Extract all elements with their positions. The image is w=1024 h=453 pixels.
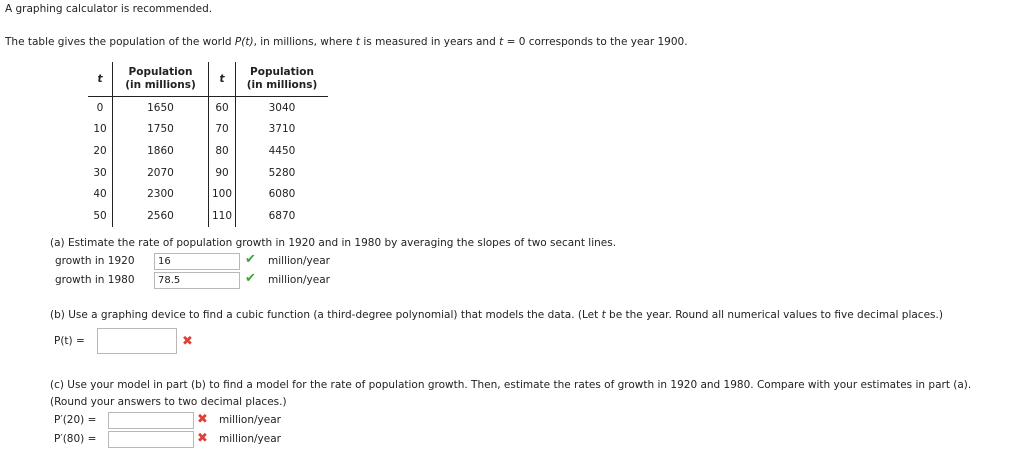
cell-t: 60 [209,97,236,119]
cell-population: 6870 [268,209,296,222]
header-population-2: Population (in millions) [236,62,329,97]
table-row [88,205,328,227]
cell-population: 4450 [268,144,296,157]
cell-t: 10 [88,119,113,141]
cell-population: 2560 [113,205,209,227]
table-row [88,97,328,119]
cell-t: 90 [209,162,236,184]
cell-population: 5280 [268,166,296,179]
cell-t: 40 [88,183,113,205]
p-prime-20-unit: million/year [219,414,281,426]
intro-variable-t: t [355,36,360,48]
cell-t: 0 [88,97,113,119]
intro-text-3: is measured in years and [360,36,500,48]
cell-population: 3710 [268,123,296,136]
table-header-row [88,62,328,97]
cell-t: 110 [209,205,236,227]
cubic-model-input[interactable] [97,328,177,354]
cross-icon: ✖ [197,431,208,446]
check-icon: ✔ [245,252,256,267]
p-prime-80-input[interactable] [108,431,194,448]
growth-1920-label: growth in 1920 [55,255,135,267]
part-b-variable-t: t [601,309,606,321]
cell-t: 70 [209,119,236,141]
cell-t: 50 [88,205,113,227]
intro-text-4: = 0 corresponds to the year 1900. [503,36,688,48]
p-prime-20-input[interactable] [108,412,194,429]
growth-1920-unit: million/year [268,255,330,267]
p-of-t-label: P(t) = [54,335,85,347]
growth-1980-label: growth in 1980 [55,274,135,286]
cell-population: 2070 [113,162,209,184]
table-row [88,162,328,184]
intro-text-1: The table gives the population of the world [5,36,235,48]
p-prime-80-unit: million/year [219,433,281,445]
header-population-1: Population (in millions) [113,62,209,97]
header-t-2: t [209,62,236,97]
cell-population: 3040 [268,101,296,114]
cell-t: 20 [88,140,113,162]
intro-function: P(t) [234,36,254,48]
growth-1920-input[interactable]: 16 [154,253,240,270]
part-c-prompt-line1: (c) Use your model in part (b) to find a model for the rate of population growth. Then, estimate the rates of growth in 1920 and 1980. Compare with your estimates in part (a). [50,379,972,391]
growth-1980-unit: million/year [268,274,330,286]
population-table [88,62,328,227]
p-prime-80-label: P′(80) = [54,433,97,445]
growth-1980-input[interactable]: 78.5 [154,272,240,289]
part-b-text-1: (b) Use a graphing device to find a cubic function (a third-degree polynomial) that models the data. (Let [50,309,602,321]
cell-population: 1650 [113,97,209,119]
table-row [88,119,328,141]
part-a-prompt: (a) Estimate the rate of population growth in 1920 and in 1980 by averaging the slopes of two secant lines. [50,237,617,249]
intro-text-2: , in millions, where [253,36,356,48]
cell-population: 2300 [113,183,209,205]
part-b-text-2: be the year. Round all numerical values to five decimal places.) [605,309,943,321]
cell-population: 1860 [113,140,209,162]
problem-intro [5,36,688,48]
cell-population: 6080 [268,188,296,201]
p-prime-20-label: P′(20) = [54,414,97,426]
recommendation-text: A graphing calculator is recommended. [5,3,213,15]
cross-icon: ✖ [197,412,208,427]
cell-t: 100 [209,183,236,205]
intro-variable-t0: t [499,36,504,48]
part-c-prompt-line2: (Round your answers to two decimal places.) [50,396,287,408]
check-icon: ✔ [245,271,256,286]
table-row [88,140,328,162]
cross-icon: ✖ [182,334,193,349]
header-t-1: t [88,62,113,97]
cell-t: 30 [88,162,113,184]
table-row [88,183,328,205]
cell-t: 80 [209,140,236,162]
part-b-prompt [50,309,943,321]
cell-population: 1750 [113,119,209,141]
